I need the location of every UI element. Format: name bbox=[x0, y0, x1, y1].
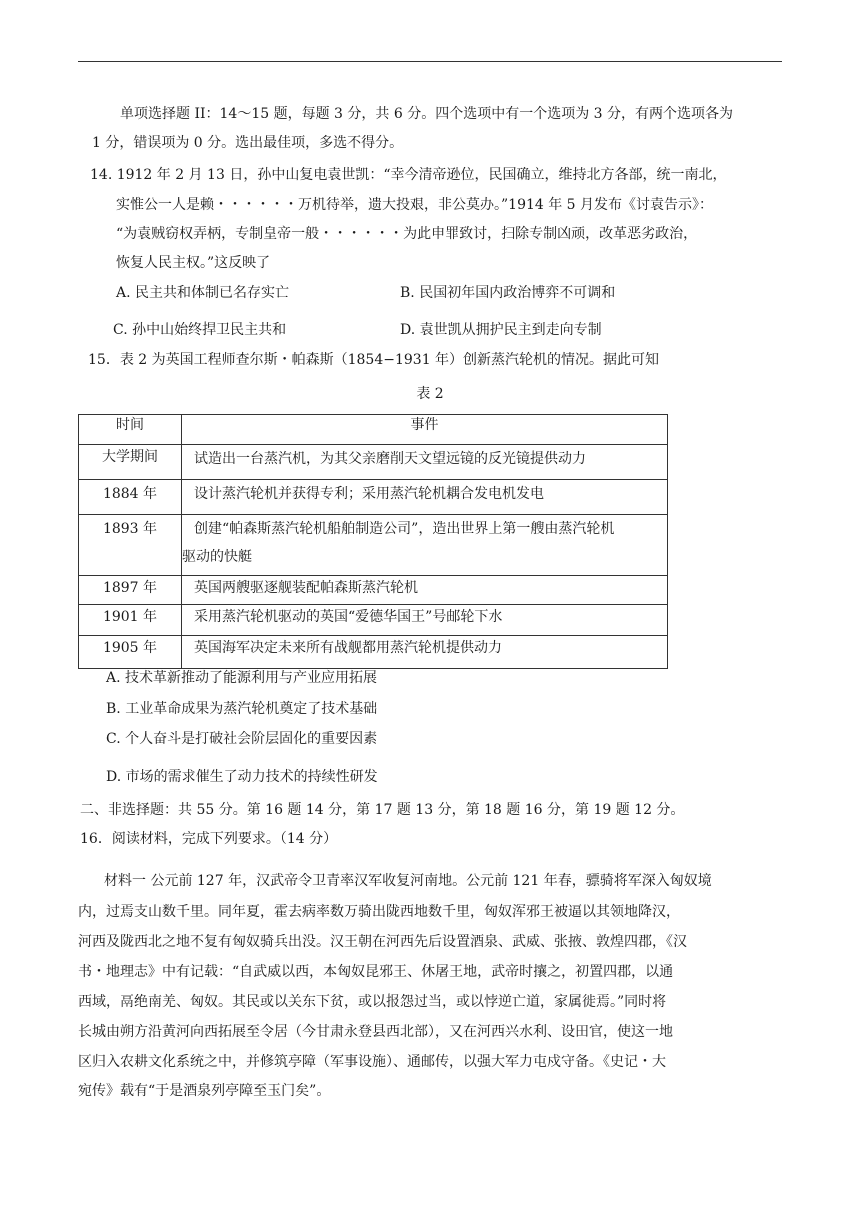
q14-option-d[interactable]: D. 袁世凯从拥护民主到走向专制 bbox=[400, 322, 602, 338]
q15-option-d[interactable]: D. 市场的需求催生了动力技术的持续性研发 bbox=[106, 769, 378, 785]
section1-instruction-line1: 单项选择题 II：14～15 题，每题 3 分，共 6 分。四个选项中有一个选项为 3 分，有两个选项各为 bbox=[120, 106, 734, 122]
material-line: 书・地理志》中有记载：“自武威以西，本匈奴昆邪王、休屠王地，武帝时攘之，初置四郡，以通 bbox=[78, 964, 674, 980]
q14-option-b[interactable]: B. 民国初年国内政治博弈不可调和 bbox=[400, 285, 616, 301]
row-time: 1893 年 bbox=[79, 515, 182, 576]
section2-heading: 二、非选择题：共 55 分。第 16 题 14 分，第 17 题 13 分，第 18 题 16 分，第 19 题 12 分。 bbox=[80, 802, 685, 818]
q15-stem: 15．表 2 为英国工程师查尔斯・帕森斯（1854−1931 年）创新蒸汽轮机的情况。据此可知 bbox=[88, 352, 660, 368]
q14-option-c[interactable]: C. 孙中山始终捍卫民主共和 bbox=[113, 322, 287, 338]
material-line: 宛传》载有“于是酒泉列亭障至玉门矣”。 bbox=[78, 1083, 331, 1099]
q14-stem-line1: 14. 1912 年 2 月 13 日，孙中山复电袁世凯：“幸今清帝逊位，民国确立，维持北方各部，统一南北， bbox=[90, 167, 727, 183]
table-row bbox=[79, 480, 668, 515]
material-line: 西域，鬲绝南羌、匈奴。其民或以关东下贫，或以报怨过当，或以悖逆亡道，家属徙焉。”同时将 bbox=[78, 994, 667, 1010]
row-event: 设计蒸汽轮机并获得专利；采用蒸汽轮机耦合发电机发电 bbox=[182, 480, 668, 515]
header-rule bbox=[78, 61, 782, 62]
row-event: 采用蒸汽轮机驱动的英国“爱德华国王”号邮轮下水 bbox=[182, 605, 668, 636]
table-row bbox=[79, 605, 668, 636]
table-row bbox=[79, 576, 668, 605]
q15-option-b[interactable]: B. 工业革命成果为蒸汽轮机奠定了技术基础 bbox=[106, 701, 378, 717]
q14-stem-line4: 恢复人民主权。”这反映了 bbox=[116, 255, 271, 271]
material-line: 内，过焉支山数千里。同年夏，霍去病率数万骑出陇西地数千里，匈奴浑邪王被逼以其领地降汉， bbox=[78, 904, 680, 920]
row-event-line2: 驱动的快艇 bbox=[182, 549, 252, 565]
table-header-row bbox=[79, 415, 668, 445]
q14-stem-line3: “为袁贼窃权弄柄，专制皇帝一般・・・・・・为此申罪致讨，扫除专制凶顽，改革恶劣政治， bbox=[116, 226, 698, 242]
row-time: 1884 年 bbox=[79, 480, 182, 515]
row-time: 1897 年 bbox=[79, 576, 182, 605]
row-event-multiline bbox=[182, 515, 668, 576]
material-line: 长城由朔方沿黄河向西拓展至令居（今甘肃永登县西北部），又在河西兴水利、设田官，使这一地 bbox=[78, 1024, 673, 1040]
header-event: 事件 bbox=[182, 415, 668, 445]
section1-instruction-line2: 1 分，错误项为 0 分。选出最佳项，多选不得分。 bbox=[92, 135, 404, 151]
row-time: 大学期间 bbox=[79, 445, 182, 480]
q15-option-c[interactable]: C. 个人奋斗是打破社会阶层固化的重要因素 bbox=[106, 731, 378, 747]
row-event: 英国两艘驱逐舰装配帕森斯蒸汽轮机 bbox=[182, 576, 668, 605]
material-line: 材料一 公元前 127 年，汉武帝令卫青率汉军收复河南地。公元前 121 年春，骠骑将军深入匈奴境 bbox=[104, 873, 712, 889]
q16-stem: 16．阅读材料，完成下列要求。（14 分） bbox=[80, 831, 338, 847]
q14-stem-line2: 实惟公一人是赖・・・・・・万机待举，遗大投艰，非公莫办。”1914 年 5 月发布《讨袁告示》： bbox=[116, 197, 714, 213]
material-line: 区归入农耕文化系统之中，并修筑亭障（军事设施）、通邮传，以强大军力屯戍守备。《史记・大 bbox=[78, 1054, 666, 1070]
row-time: 1905 年 bbox=[79, 636, 182, 669]
table-row bbox=[79, 445, 668, 480]
table-row bbox=[79, 636, 668, 669]
q14-option-a[interactable]: A. 民主共和体制已名存实亡 bbox=[116, 285, 290, 301]
row-time: 1901 年 bbox=[79, 605, 182, 636]
material-line: 河西及陇西北之地不复有匈奴骑兵出没。汉王朝在河西先后设置酒泉、武威、张掖、敦煌四郡，《汉 bbox=[78, 934, 687, 950]
table-row bbox=[79, 515, 668, 576]
row-event-line1: 创建“帕森斯蒸汽轮机船舶制造公司”，造出世界上第一艘由蒸汽轮机 bbox=[194, 521, 615, 537]
row-event: 英国海军决定未来所有战舰都用蒸汽轮机提供动力 bbox=[182, 636, 668, 669]
row-event: 试造出一台蒸汽机，为其父亲磨削天文望远镜的反光镜提供动力 bbox=[182, 445, 668, 480]
header-time: 时间 bbox=[79, 415, 182, 445]
events-table bbox=[78, 414, 668, 669]
table-caption: 表 2 bbox=[416, 386, 444, 402]
q15-option-a[interactable]: A. 技术革新推动了能源利用与产业应用拓展 bbox=[106, 670, 378, 686]
